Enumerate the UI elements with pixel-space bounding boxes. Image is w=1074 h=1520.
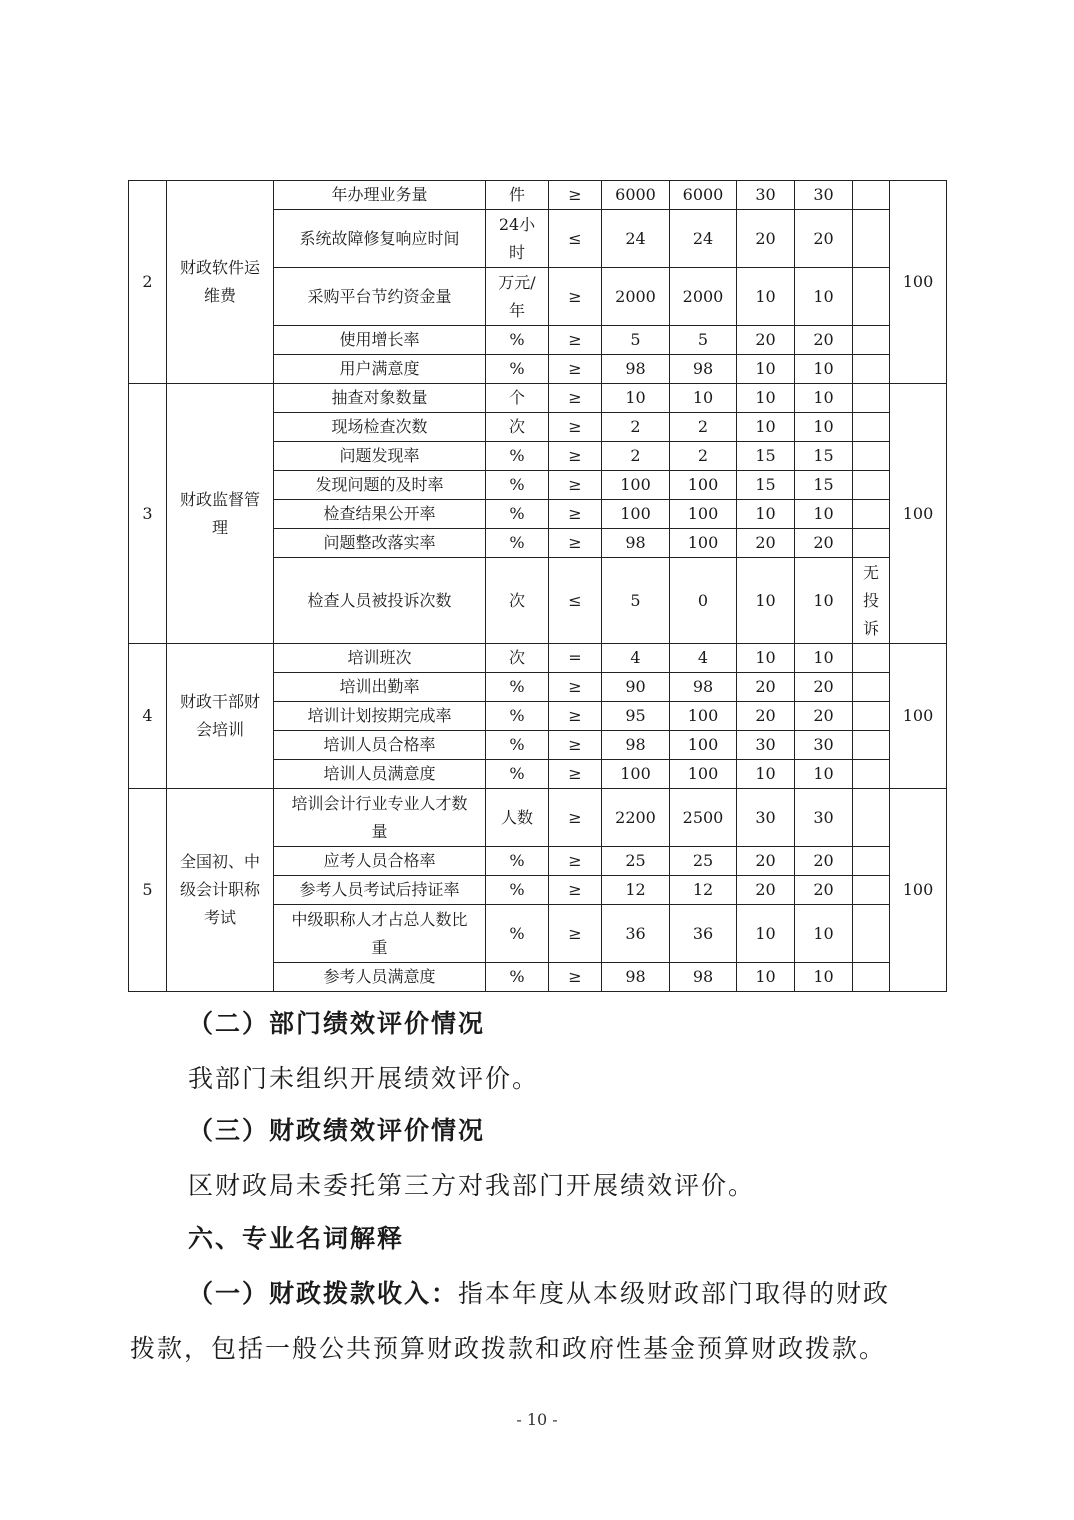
actual-cell: 98: [670, 355, 737, 384]
indicator-cell: 发现问题的及时率: [274, 471, 486, 500]
note-cell: [853, 847, 890, 876]
target-cell: 98: [602, 355, 670, 384]
project-name: 财政干部财会培训: [167, 644, 274, 789]
project-name: 财政监督管理: [167, 384, 274, 644]
result-cell: 10: [795, 500, 853, 529]
unit-cell: 次: [486, 413, 549, 442]
table-row: [129, 789, 947, 847]
note-cell: [853, 702, 890, 731]
operator-cell: ≤: [549, 210, 602, 268]
operator-cell: ≥: [549, 876, 602, 905]
operator-cell: ≥: [549, 326, 602, 355]
weight-cell: 10: [737, 413, 795, 442]
result-cell: 20: [795, 876, 853, 905]
note-cell: [853, 876, 890, 905]
unit-cell: %: [486, 326, 549, 355]
result-cell: 20: [795, 673, 853, 702]
note-cell: [853, 471, 890, 500]
unit-cell: %: [486, 529, 549, 558]
total-score: 100: [890, 181, 947, 384]
actual-cell: 2000: [670, 268, 737, 326]
unit-cell: %: [486, 876, 549, 905]
target-cell: 36: [602, 905, 670, 963]
unit-cell: %: [486, 847, 549, 876]
result-cell: 30: [795, 181, 853, 210]
total-score: 100: [890, 384, 947, 644]
weight-cell: 20: [737, 847, 795, 876]
indicator-cell: 系统故障修复响应时间: [274, 210, 486, 268]
weight-cell: 10: [737, 963, 795, 992]
operator-cell: ≥: [549, 847, 602, 876]
actual-cell: 2: [670, 413, 737, 442]
target-cell: 4: [602, 644, 670, 673]
actual-cell: 4: [670, 644, 737, 673]
note-cell: [853, 413, 890, 442]
target-cell: 5: [602, 326, 670, 355]
result-cell: 20: [795, 529, 853, 558]
unit-cell: %: [486, 760, 549, 789]
note-cell: [853, 760, 890, 789]
indicator-cell: 用户满意度: [274, 355, 486, 384]
total-score: 100: [890, 644, 947, 789]
actual-cell: 5: [670, 326, 737, 355]
target-cell: 90: [602, 673, 670, 702]
target-cell: 2: [602, 413, 670, 442]
unit-cell: %: [486, 500, 549, 529]
actual-cell: 100: [670, 731, 737, 760]
actual-cell: 98: [670, 673, 737, 702]
indicator-cell: 抽查对象数量: [274, 384, 486, 413]
unit-cell: %: [486, 673, 549, 702]
section-heading-fin-eval: （三）财政绩效评价情况: [188, 1116, 486, 1145]
result-cell: 15: [795, 471, 853, 500]
operator-cell: ≥: [549, 471, 602, 500]
note-cell: [853, 673, 890, 702]
target-cell: 98: [602, 963, 670, 992]
target-cell: 12: [602, 876, 670, 905]
target-cell: 24: [602, 210, 670, 268]
unit-cell: 次: [486, 644, 549, 673]
target-cell: 100: [602, 760, 670, 789]
weight-cell: 30: [737, 789, 795, 847]
definition-line-2: 拨款，包括一般公共预算财政拨款和政府性基金预算财政拨款。: [130, 1334, 887, 1363]
indicator-cell: 应考人员合格率: [274, 847, 486, 876]
actual-cell: 10: [670, 384, 737, 413]
note-cell: [853, 644, 890, 673]
result-cell: 20: [795, 702, 853, 731]
table-row: [129, 181, 947, 210]
note-cell: [853, 905, 890, 963]
note-cell: [853, 181, 890, 210]
note-cell: [853, 731, 890, 760]
weight-cell: 15: [737, 442, 795, 471]
actual-cell: 0: [670, 558, 737, 644]
unit-cell: %: [486, 731, 549, 760]
target-cell: 2000: [602, 268, 670, 326]
target-cell: 95: [602, 702, 670, 731]
actual-cell: 2500: [670, 789, 737, 847]
note-cell: [853, 355, 890, 384]
operator-cell: ≥: [549, 384, 602, 413]
project-number: 2: [129, 181, 167, 384]
target-cell: 25: [602, 847, 670, 876]
result-cell: 10: [795, 760, 853, 789]
weight-cell: 10: [737, 644, 795, 673]
weight-cell: 20: [737, 326, 795, 355]
weight-cell: 10: [737, 268, 795, 326]
weight-cell: 30: [737, 731, 795, 760]
actual-cell: 100: [670, 760, 737, 789]
definition-line-1: [188, 1274, 890, 1310]
actual-cell: 12: [670, 876, 737, 905]
indicator-cell: 参考人员考试后持证率: [274, 876, 486, 905]
operator-cell: ≥: [549, 268, 602, 326]
project-name: 全国初、中级会计职称考试: [167, 789, 274, 992]
indicator-cell: 年办理业务量: [274, 181, 486, 210]
unit-cell: %: [486, 905, 549, 963]
project-number: 4: [129, 644, 167, 789]
total-score: 100: [890, 789, 947, 992]
indicator-cell: 培训人员合格率: [274, 731, 486, 760]
unit-cell: %: [486, 702, 549, 731]
result-cell: 10: [795, 268, 853, 326]
unit-cell: %: [486, 471, 549, 500]
section-heading-dept-eval: （二）部门绩效评价情况: [188, 1009, 486, 1038]
actual-cell: 98: [670, 963, 737, 992]
weight-cell: 20: [737, 876, 795, 905]
operator-cell: ≥: [549, 442, 602, 471]
unit-cell: %: [486, 442, 549, 471]
result-cell: 10: [795, 905, 853, 963]
page-number: - 10 -: [516, 1410, 558, 1429]
weight-cell: 10: [737, 500, 795, 529]
operator-cell: ≥: [549, 963, 602, 992]
actual-cell: 100: [670, 471, 737, 500]
operator-cell: ≥: [549, 181, 602, 210]
weight-cell: 10: [737, 558, 795, 644]
operator-cell: ≥: [549, 500, 602, 529]
indicator-cell: 检查结果公开率: [274, 500, 486, 529]
result-cell: 30: [795, 731, 853, 760]
project-name: 财政软件运维费: [167, 181, 274, 384]
result-cell: 10: [795, 558, 853, 644]
unit-cell: 人数: [486, 789, 549, 847]
unit-cell: 万元/年: [486, 268, 549, 326]
unit-cell: %: [486, 963, 549, 992]
result-cell: 30: [795, 789, 853, 847]
actual-cell: 25: [670, 847, 737, 876]
actual-cell: 36: [670, 905, 737, 963]
target-cell: 10: [602, 384, 670, 413]
weight-cell: 30: [737, 181, 795, 210]
definition-text: 指本年度从本级财政部门取得的财政: [458, 1279, 891, 1308]
operator-cell: ≥: [549, 529, 602, 558]
actual-cell: 24: [670, 210, 737, 268]
result-cell: 10: [795, 413, 853, 442]
weight-cell: 20: [737, 529, 795, 558]
unit-cell: 次: [486, 558, 549, 644]
note-cell: [853, 384, 890, 413]
target-cell: 5: [602, 558, 670, 644]
result-cell: 10: [795, 963, 853, 992]
weight-cell: 10: [737, 760, 795, 789]
indicator-cell: 采购平台节约资金量: [274, 268, 486, 326]
paragraph-fin-eval: 区财政局未委托第三方对我部门开展绩效评价。: [188, 1171, 756, 1200]
indicator-cell: 中级职称人才占总人数比重: [274, 905, 486, 963]
indicator-cell: 检查人员被投诉次数: [274, 558, 486, 644]
indicator-cell: 使用增长率: [274, 326, 486, 355]
note-cell: [853, 500, 890, 529]
paragraph-dept-eval: 我部门未组织开展绩效评价。: [188, 1064, 540, 1093]
project-number: 3: [129, 384, 167, 644]
unit-cell: 24小时: [486, 210, 549, 268]
operator-cell: ≤: [549, 558, 602, 644]
operator-cell: ≥: [549, 731, 602, 760]
operator-cell: ≥: [549, 905, 602, 963]
indicator-cell: 培训会计行业专业人才数量: [274, 789, 486, 847]
indicator-cell: 问题整改落实率: [274, 529, 486, 558]
operator-cell: ≥: [549, 413, 602, 442]
section-heading-glossary: 六、专业名词解释: [188, 1224, 405, 1253]
project-number: 5: [129, 789, 167, 992]
weight-cell: 10: [737, 384, 795, 413]
indicator-cell: 培训计划按期完成率: [274, 702, 486, 731]
table-row: [129, 384, 947, 413]
actual-cell: 2: [670, 442, 737, 471]
result-cell: 20: [795, 326, 853, 355]
note-cell: 无投诉: [853, 558, 890, 644]
unit-cell: %: [486, 355, 549, 384]
weight-cell: 10: [737, 905, 795, 963]
indicator-cell: 培训出勤率: [274, 673, 486, 702]
indicator-cell: 问题发现率: [274, 442, 486, 471]
actual-cell: 100: [670, 702, 737, 731]
note-cell: [853, 210, 890, 268]
result-cell: 20: [795, 210, 853, 268]
note-cell: [853, 442, 890, 471]
note-cell: [853, 529, 890, 558]
definition-term: （一）财政拨款收入：: [188, 1279, 459, 1308]
indicator-cell: 现场检查次数: [274, 413, 486, 442]
performance-table: [128, 180, 946, 992]
table-row: [129, 644, 947, 673]
target-cell: 98: [602, 529, 670, 558]
indicator-cell: 培训人员满意度: [274, 760, 486, 789]
result-cell: 20: [795, 847, 853, 876]
result-cell: 10: [795, 355, 853, 384]
weight-cell: 15: [737, 471, 795, 500]
note-cell: [853, 789, 890, 847]
indicator-cell: 参考人员满意度: [274, 963, 486, 992]
unit-cell: 件: [486, 181, 549, 210]
note-cell: [853, 326, 890, 355]
note-cell: [853, 268, 890, 326]
operator-cell: ≥: [549, 355, 602, 384]
actual-cell: 100: [670, 500, 737, 529]
target-cell: 98: [602, 731, 670, 760]
weight-cell: 20: [737, 210, 795, 268]
indicator-cell: 培训班次: [274, 644, 486, 673]
operator-cell: ≥: [549, 673, 602, 702]
operator-cell: =: [549, 644, 602, 673]
result-cell: 15: [795, 442, 853, 471]
result-cell: 10: [795, 644, 853, 673]
actual-cell: 100: [670, 529, 737, 558]
operator-cell: ≥: [549, 789, 602, 847]
weight-cell: 20: [737, 673, 795, 702]
target-cell: 2: [602, 442, 670, 471]
target-cell: 100: [602, 500, 670, 529]
actual-cell: 6000: [670, 181, 737, 210]
weight-cell: 20: [737, 702, 795, 731]
unit-cell: 个: [486, 384, 549, 413]
weight-cell: 10: [737, 355, 795, 384]
target-cell: 6000: [602, 181, 670, 210]
note-cell: [853, 963, 890, 992]
target-cell: 2200: [602, 789, 670, 847]
operator-cell: ≥: [549, 702, 602, 731]
result-cell: 10: [795, 384, 853, 413]
target-cell: 100: [602, 471, 670, 500]
operator-cell: ≥: [549, 760, 602, 789]
